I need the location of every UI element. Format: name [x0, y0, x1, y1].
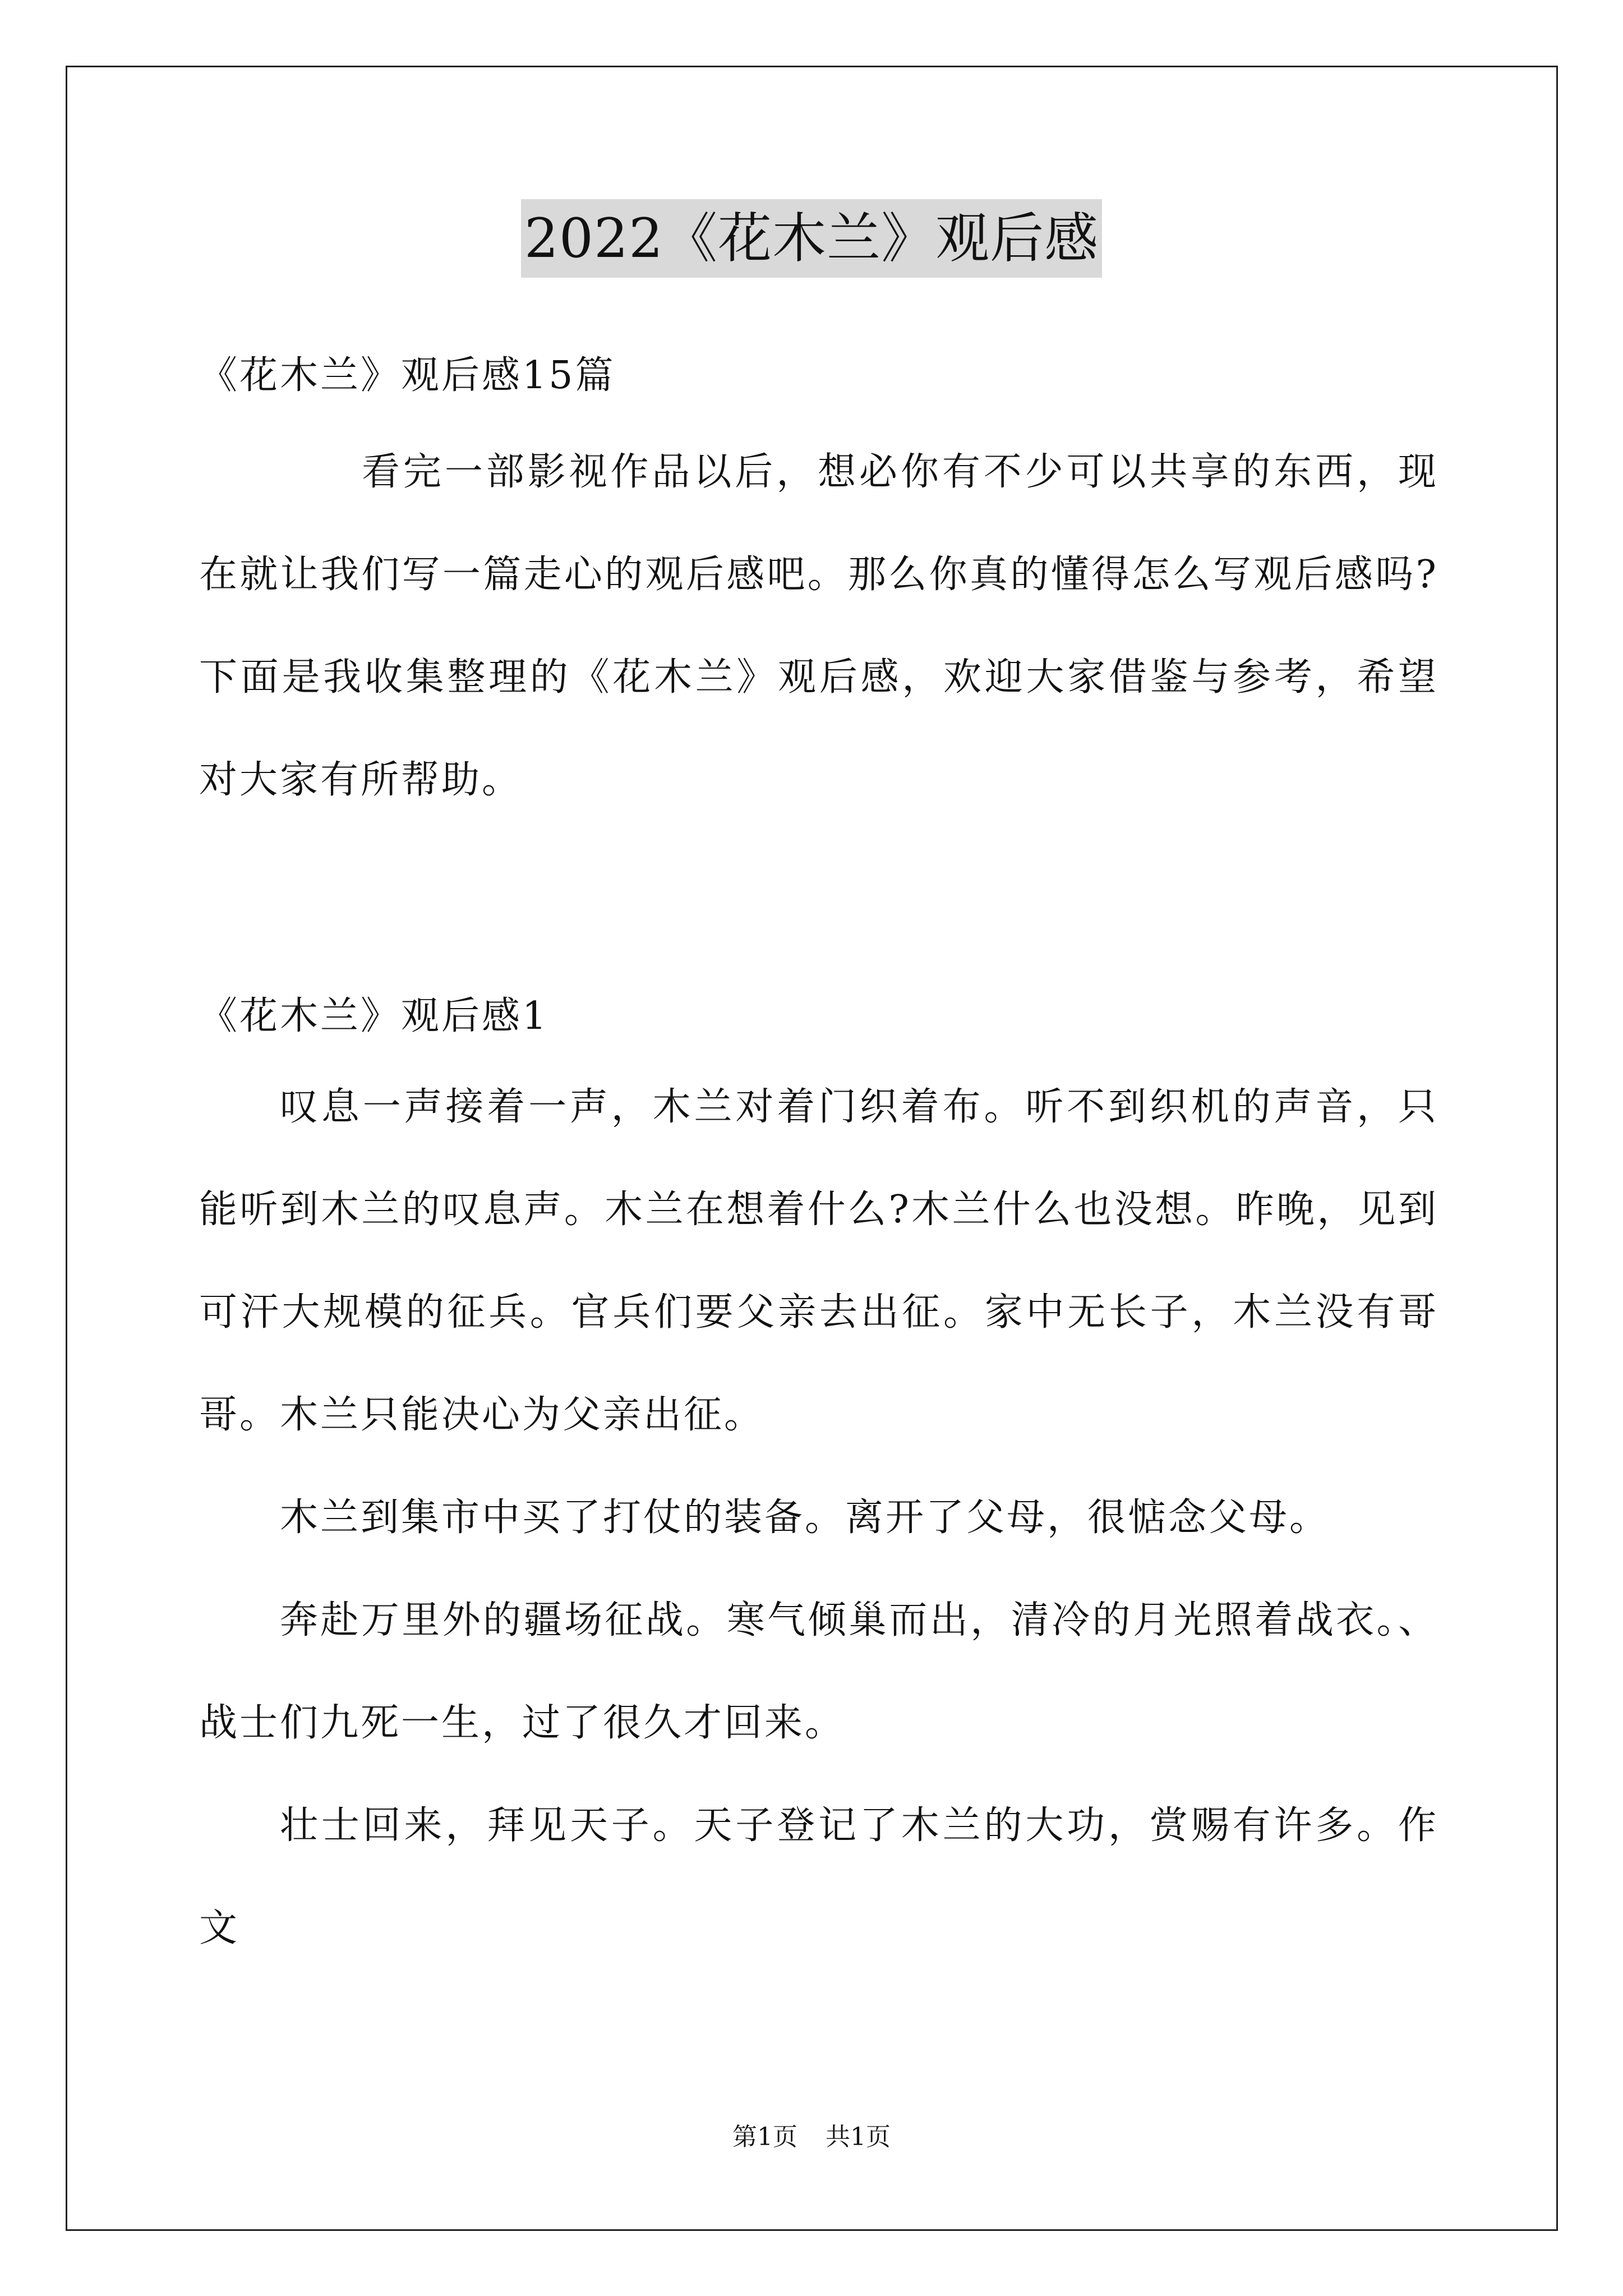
body-paragraph-3: 奔赴万里外的疆场征战。寒气倾巢而出，清冷的月光照着战衣。、战士们九死一生，过了很久才回来。	[199, 1598, 1438, 1745]
document-body	[199, 337, 1438, 1980]
page-total: 共1页	[826, 2123, 891, 2151]
document-subtitle: 《花木兰》观后感15篇	[199, 353, 616, 398]
page-footer	[0, 2120, 1623, 2154]
body-paragraph-1: 叹息一声接着一声，木兰对着门织着布。听不到织机的声音，只能听到木兰的叹息声。木兰在想着什么?木兰什么也没想。昨晚，见到可汗大规模的征兵。官兵们要父亲去出征。家中无长子，木兰没有哥哥。木兰只能决心为父亲出征。	[199, 1085, 1438, 1437]
body-paragraph-2: 木兰到集市中买了打仗的装备。离开了父母，很惦念父母。	[280, 1496, 1330, 1540]
section-heading: 《花木兰》观后感1	[199, 994, 549, 1038]
intro-paragraph: 看完一部影视作品以后，想必你有不少可以共享的东西，现在就让我们写一篇走心的观后感吧。那么你真的懂得怎么写观后感吗?下面是我收集整理的《花木兰》观后感，欢迎大家借鉴与参考，希望对大家有所帮助。	[199, 450, 1438, 802]
page-number: 第1页	[732, 2123, 797, 2151]
document-title: 2022《花木兰》观后感	[521, 199, 1102, 278]
title-area	[0, 199, 1623, 278]
body-paragraph-4: 壮士回来，拜见天子。天子登记了木兰的大功，赏赐有许多。作文	[199, 1803, 1438, 1950]
